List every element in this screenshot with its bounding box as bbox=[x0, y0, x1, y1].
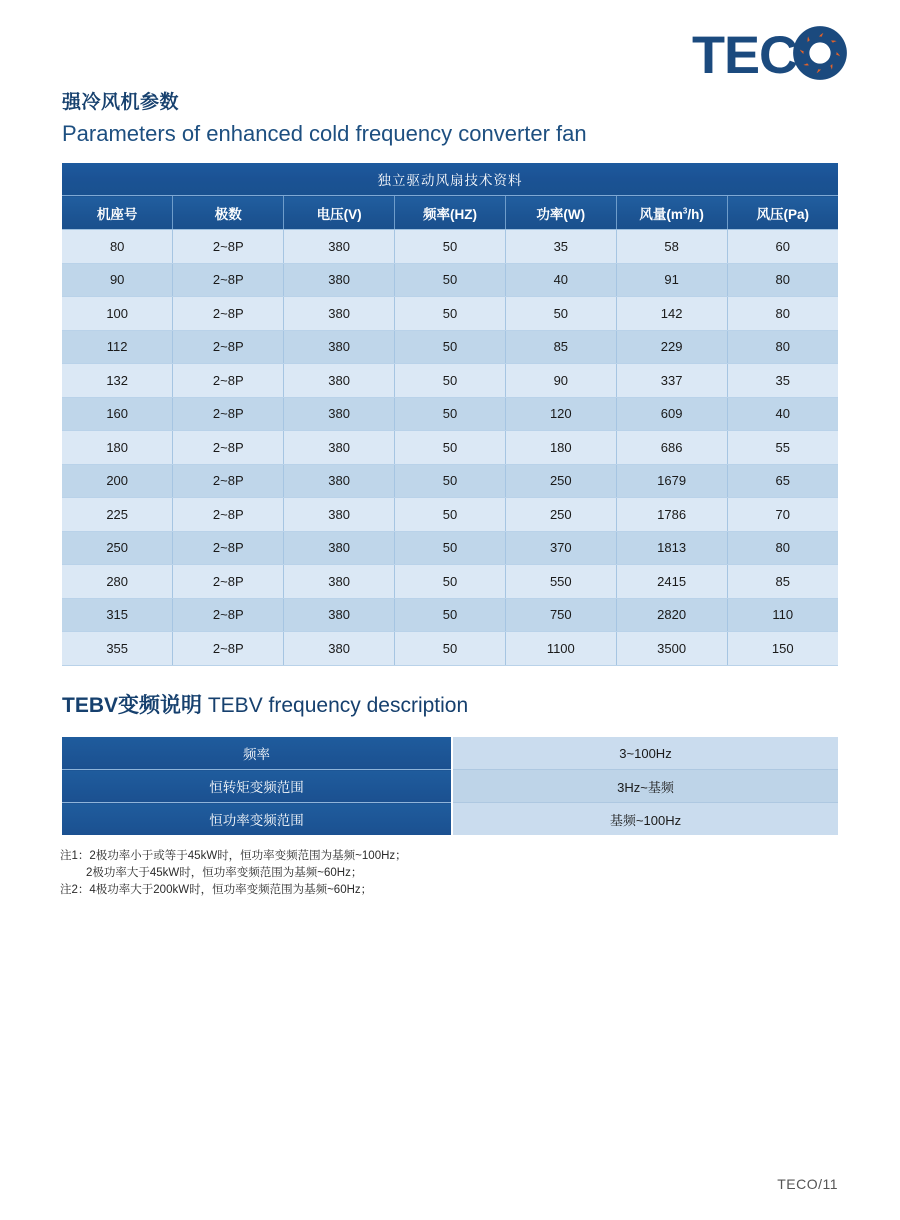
table-row bbox=[62, 230, 838, 264]
cell-power: 550 bbox=[505, 565, 616, 599]
cell-poles: 2~8P bbox=[173, 431, 284, 465]
tebv-heading-en: TEBV frequency description bbox=[202, 694, 469, 717]
list-item bbox=[62, 737, 838, 770]
cell-power: 1100 bbox=[505, 632, 616, 666]
col-header-air-volume bbox=[616, 196, 727, 230]
table-row bbox=[62, 565, 838, 599]
col-header-air-volume-base: 风量(m bbox=[639, 206, 683, 222]
cell-frequency: 50 bbox=[395, 598, 506, 632]
footnote-1-line-2: 2极功率大于45kW时，恒功率变频范围为基频~60Hz； bbox=[86, 867, 363, 879]
cell-frame-size: 132 bbox=[62, 364, 173, 398]
cell-poles: 2~8P bbox=[173, 263, 284, 297]
fan-table-header-row bbox=[62, 196, 838, 230]
cell-frame-size: 160 bbox=[62, 397, 173, 431]
cell-air-volume: 91 bbox=[616, 263, 727, 297]
col-header-frame-size: 机座号 bbox=[62, 196, 173, 230]
table-row bbox=[62, 598, 838, 632]
cell-air-pressure: 65 bbox=[727, 464, 838, 498]
cell-frequency: 50 bbox=[395, 464, 506, 498]
cell-air-volume: 1679 bbox=[616, 464, 727, 498]
cell-frame-size: 112 bbox=[62, 330, 173, 364]
table-row bbox=[62, 364, 838, 398]
cell-frequency: 50 bbox=[395, 397, 506, 431]
fan-section-heading bbox=[62, 92, 587, 147]
table-row bbox=[62, 498, 838, 532]
cell-air-volume: 3500 bbox=[616, 632, 727, 666]
cell-air-volume: 58 bbox=[616, 230, 727, 264]
cell-poles: 2~8P bbox=[173, 297, 284, 331]
cell-air-volume: 2415 bbox=[616, 565, 727, 599]
cell-frequency: 50 bbox=[395, 364, 506, 398]
fan-parameters-table bbox=[62, 163, 838, 666]
col-header-air-volume-tail: /h) bbox=[687, 206, 704, 222]
cell-air-pressure: 150 bbox=[727, 632, 838, 666]
fan-table-body bbox=[62, 230, 838, 666]
cell-poles: 2~8P bbox=[173, 397, 284, 431]
cell-air-volume: 1786 bbox=[616, 498, 727, 532]
cell-voltage: 380 bbox=[284, 364, 395, 398]
tebv-section-heading bbox=[62, 693, 468, 718]
col-header-poles: 极数 bbox=[173, 196, 284, 230]
cell-frame-size: 280 bbox=[62, 565, 173, 599]
cell-frequency: 50 bbox=[395, 297, 506, 331]
table-row bbox=[62, 531, 838, 565]
tebv-table-body bbox=[62, 737, 838, 835]
cell-air-volume: 609 bbox=[616, 397, 727, 431]
cell-frequency: 50 bbox=[395, 632, 506, 666]
cell-voltage: 380 bbox=[284, 632, 395, 666]
cell-air-pressure: 80 bbox=[727, 531, 838, 565]
page-number: TECO/11 bbox=[777, 1176, 838, 1192]
fan-table-title-row bbox=[62, 163, 838, 196]
cell-voltage: 380 bbox=[284, 263, 395, 297]
tebv-heading bbox=[62, 693, 468, 718]
cell-air-pressure: 40 bbox=[727, 397, 838, 431]
cell-air-pressure: 80 bbox=[727, 330, 838, 364]
cell-air-volume: 1813 bbox=[616, 531, 727, 565]
cell-air-volume: 2820 bbox=[616, 598, 727, 632]
cell-voltage: 380 bbox=[284, 565, 395, 599]
cell-air-volume: 229 bbox=[616, 330, 727, 364]
cell-power: 35 bbox=[505, 230, 616, 264]
cell-frame-size: 180 bbox=[62, 431, 173, 465]
cell-poles: 2~8P bbox=[173, 565, 284, 599]
col-header-power: 功率(W) bbox=[505, 196, 616, 230]
table-row bbox=[62, 632, 838, 666]
cell-poles: 2~8P bbox=[173, 330, 284, 364]
table-row bbox=[62, 263, 838, 297]
cell-frequency: 50 bbox=[395, 330, 506, 364]
cell-poles: 2~8P bbox=[173, 498, 284, 532]
cell-air-volume: 337 bbox=[616, 364, 727, 398]
tebv-row-value: 基频~100Hz bbox=[452, 803, 838, 836]
cell-voltage: 380 bbox=[284, 598, 395, 632]
cell-poles: 2~8P bbox=[173, 531, 284, 565]
table-row bbox=[62, 431, 838, 465]
cell-air-pressure: 110 bbox=[727, 598, 838, 632]
cell-frequency: 50 bbox=[395, 431, 506, 465]
tebv-frequency-table bbox=[62, 737, 838, 835]
footnote-2: 注2：4极功率大于200kW时，恒功率变频范围为基频~60Hz； bbox=[60, 884, 373, 896]
table-row bbox=[62, 397, 838, 431]
cell-poles: 2~8P bbox=[173, 598, 284, 632]
cell-poles: 2~8P bbox=[173, 230, 284, 264]
cell-voltage: 380 bbox=[284, 498, 395, 532]
cell-air-pressure: 35 bbox=[727, 364, 838, 398]
cell-poles: 2~8P bbox=[173, 632, 284, 666]
table-row bbox=[62, 330, 838, 364]
cell-voltage: 380 bbox=[284, 397, 395, 431]
fan-heading-en: Parameters of enhanced cold frequency converter fan bbox=[62, 120, 587, 146]
cell-frame-size: 200 bbox=[62, 464, 173, 498]
tebv-row-label: 频率 bbox=[62, 737, 452, 770]
cell-frequency: 50 bbox=[395, 531, 506, 565]
list-item bbox=[62, 803, 838, 836]
cell-frame-size: 225 bbox=[62, 498, 173, 532]
cell-frame-size: 80 bbox=[62, 230, 173, 264]
list-item bbox=[62, 770, 838, 803]
teco-logo-wordmark: TEC bbox=[691, 25, 798, 85]
table-row bbox=[62, 464, 838, 498]
cell-poles: 2~8P bbox=[173, 464, 284, 498]
tebv-row-label: 恒转矩变频范围 bbox=[62, 770, 452, 803]
cell-power: 180 bbox=[505, 431, 616, 465]
cell-power: 85 bbox=[505, 330, 616, 364]
cell-frame-size: 315 bbox=[62, 598, 173, 632]
cell-voltage: 380 bbox=[284, 464, 395, 498]
tebv-row-value: 3Hz~基频 bbox=[452, 770, 838, 803]
cell-frame-size: 250 bbox=[62, 531, 173, 565]
cell-frame-size: 100 bbox=[62, 297, 173, 331]
cell-voltage: 380 bbox=[284, 431, 395, 465]
cell-air-pressure: 80 bbox=[727, 297, 838, 331]
cell-frame-size: 355 bbox=[62, 632, 173, 666]
cell-frequency: 50 bbox=[395, 230, 506, 264]
cell-power: 90 bbox=[505, 364, 616, 398]
footnotes bbox=[60, 848, 407, 899]
cell-frequency: 50 bbox=[395, 498, 506, 532]
cell-voltage: 380 bbox=[284, 297, 395, 331]
col-header-air-pressure: 风压(Pa) bbox=[727, 196, 838, 230]
col-header-air-volume-superscript: 3 bbox=[682, 206, 688, 215]
cell-voltage: 380 bbox=[284, 230, 395, 264]
fan-heading-cn: 强冷风机参数 bbox=[62, 92, 180, 113]
tebv-row-label: 恒功率变频范围 bbox=[62, 803, 452, 836]
tebv-row-value: 3~100Hz bbox=[452, 737, 838, 770]
cell-power: 40 bbox=[505, 263, 616, 297]
cell-power: 370 bbox=[505, 531, 616, 565]
fan-table-title: 独立驱动风扇技术资料 bbox=[62, 163, 838, 196]
cell-frame-size: 90 bbox=[62, 263, 173, 297]
teco-fan-swirl-logo-icon bbox=[792, 25, 848, 86]
cell-power: 750 bbox=[505, 598, 616, 632]
table-row bbox=[62, 297, 838, 331]
cell-air-pressure: 55 bbox=[727, 431, 838, 465]
cell-voltage: 380 bbox=[284, 531, 395, 565]
cell-air-volume: 142 bbox=[616, 297, 727, 331]
cell-poles: 2~8P bbox=[173, 364, 284, 398]
col-header-voltage: 电压(V) bbox=[284, 196, 395, 230]
cell-power: 250 bbox=[505, 464, 616, 498]
cell-frequency: 50 bbox=[395, 565, 506, 599]
cell-power: 250 bbox=[505, 498, 616, 532]
cell-power: 50 bbox=[505, 297, 616, 331]
cell-air-pressure: 70 bbox=[727, 498, 838, 532]
cell-air-pressure: 85 bbox=[727, 565, 838, 599]
tebv-heading-cn: TEBV变频说明 bbox=[62, 694, 203, 717]
cell-voltage: 380 bbox=[284, 330, 395, 364]
footnote-1-line-1: 注1：2极功率小于或等于45kW时，恒功率变频范围为基频~100Hz； bbox=[60, 850, 407, 862]
cell-air-volume: 686 bbox=[616, 431, 727, 465]
cell-power: 120 bbox=[505, 397, 616, 431]
cell-frequency: 50 bbox=[395, 263, 506, 297]
col-header-frequency: 频率(HZ) bbox=[395, 196, 506, 230]
teco-logo bbox=[693, 26, 848, 84]
cell-air-pressure: 60 bbox=[727, 230, 838, 264]
cell-air-pressure: 80 bbox=[727, 263, 838, 297]
